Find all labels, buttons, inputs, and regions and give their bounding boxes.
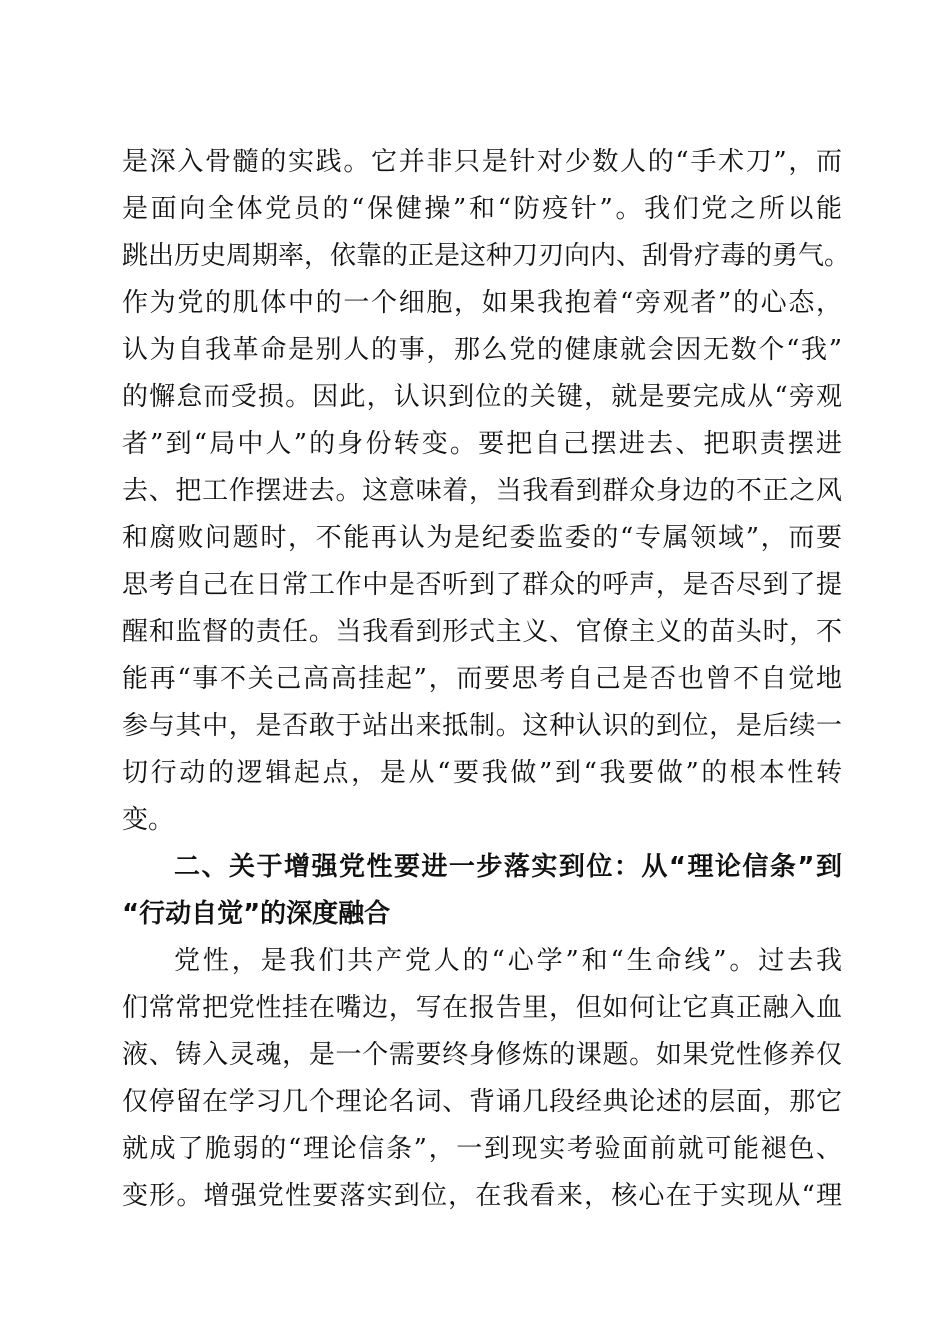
paragraph-1-line-12: 能再“事不关己高高挂起”，而要思考自己是否也曾不自觉地 [122,664,842,694]
paragraph-2-line-4: 仅停留在学习几个理论名词、背诵几段经典论述的层面，那它 [122,1087,842,1117]
paragraph-2-line-3: 液、铸入灵魂，是一个需要终身修炼的课题。如果党性修养仅 [122,1040,842,1070]
paragraph-2-line-2: 们常常把党性挂在嘴边，写在报告里，但如何让它真正融入血 [122,993,842,1023]
section-2-heading-line-1: 二、关于增强党性要进一步落实到位：从“理论信条”到 [174,852,842,882]
paragraph-1-line-6: 的懈怠而受损。因此，认识到位的关键，就是要完成从“旁观 [122,382,842,412]
paragraph-2-line-5: 就成了脆弱的“理论信条”，一到现实考验面前就可能褪色、 [122,1134,842,1164]
paragraph-1-line-9: 和腐败问题时，不能再认为是纪委监委的“专属领域”，而要 [122,523,842,553]
paragraph-1-line-2: 是面向全体党员的“保健操”和“防疫针”。我们党之所以能 [122,194,842,224]
paragraph-1-line-14: 切行动的逻辑起点，是从“要我做”到“我要做”的根本性转 [122,758,842,788]
paragraph-1-line-8: 去、把工作摆进去。这意味着，当我看到群众身边的不正之风 [122,476,842,506]
section-2-heading-line-2: “行动自觉”的深度融合 [122,899,391,929]
paragraph-1-line-13: 参与其中，是否敢于站出来抵制。这种认识的到位，是后续一 [122,711,842,741]
paragraph-1-line-10: 思考自己在日常工作中是否听到了群众的呼声，是否尽到了提 [122,570,842,600]
paragraph-1-line-4: 作为党的肌体中的一个细胞，如果我抱着“旁观者”的心态， [122,288,842,318]
paragraph-2-line-1: 党性，是我们共产党人的“心学”和“生命线”。过去我 [174,946,842,976]
paragraph-1-line-15: 变。 [122,805,175,835]
paragraph-1-line-1: 是深入骨髓的实践。它并非只是针对少数人的“手术刀”，而 [122,147,842,177]
paragraph-1-line-3: 跳出历史周期率，依靠的正是这种刀刃向内、刮骨疗毒的勇气。 [122,241,851,271]
paragraph-2-line-6: 变形。增强党性要落实到位，在我看来，核心在于实现从“理 [122,1181,842,1211]
paragraph-1-line-11: 醒和监督的责任。当我看到形式主义、官僚主义的苗头时，不 [122,617,842,647]
paragraph-1-line-7: 者”到“局中人”的身份转变。要把自己摆进去、把职责摆进 [122,429,842,459]
paragraph-1-line-5: 认为自我革命是别人的事，那么党的健康就会因无数个“我” [122,335,842,365]
